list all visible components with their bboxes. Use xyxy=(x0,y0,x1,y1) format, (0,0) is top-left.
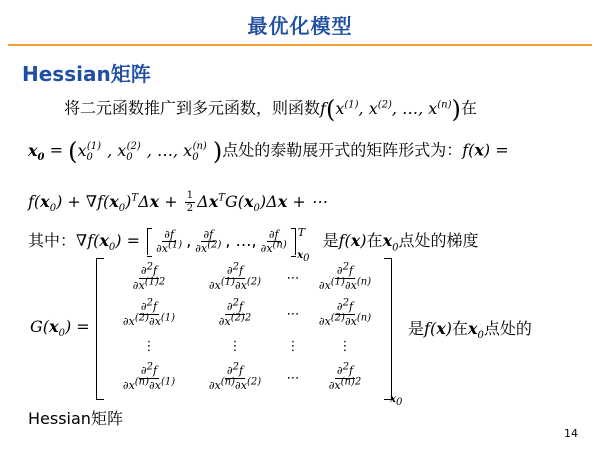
intro-line xyxy=(64,96,477,122)
matrix-cell: $\frac{\partial^2f}{\partial x^{(2)}\partial x^{(1)}}$ xyxy=(122,297,176,328)
hessian-symbol: $G(x_0)$ = xyxy=(30,317,90,340)
gradient-desc-c: 点处的梯度 xyxy=(398,231,479,251)
matrix-ddots: ⋮ xyxy=(286,338,300,354)
matrix-vdots: ⋮ xyxy=(228,338,242,354)
intro-text: 将二元函数推广到多元函数，则函数 xyxy=(64,98,321,118)
matrix-vdots: ⋮ xyxy=(142,338,156,354)
point-components: ($x_0^{(1)}$ , $x_0^{(2)}$ , …, $x_0^{(n)}$ ) xyxy=(68,137,223,165)
matrix-cell: $\frac{\partial^2f}{\partial x^{(n)}\partial x^{(2)}}$ xyxy=(208,361,262,392)
hessian-description: 是f(x)在$x_0$点处的 xyxy=(408,319,532,342)
gradient-desc-b: 在 xyxy=(366,231,383,251)
half-fraction: $\frac{1}{2}$ xyxy=(186,190,194,214)
taylor-formula: $f(x_0) + \nabla f(x_0)^T\Delta x$ + $\frac{1}{2}$ $\Delta x^TG(x_0)\Delta x$ + ⋯ xyxy=(28,190,327,215)
taylor-description: 点处的泰勒展开式的矩阵形式为： xyxy=(222,140,463,160)
gradient-vector: $\frac{\partial f}{\partial x^{(1)}}$ , $\frac{\partial f}{\partial x^{(2)}}$ , …, $\frac{\partial f}{\partial x^{(n)}}$ xyxy=(147,228,296,255)
matrix-hdots: ⋯ xyxy=(286,370,300,386)
matrix-left-bracket xyxy=(96,258,104,400)
matrix-hdots: ⋯ xyxy=(286,270,300,286)
slide-title: 最优化模型 xyxy=(247,14,353,38)
intro-suffix: 在 xyxy=(460,98,477,118)
closing-label: Hessian矩阵 xyxy=(28,409,123,428)
section-heading: Hessian矩阵 xyxy=(22,62,151,86)
matrix-cell: $\frac{\partial^2f}{\partial x^{(1)}\partial x^{(2)}}$ xyxy=(208,261,262,292)
matrix-subscript: $x_0$ xyxy=(390,394,403,408)
matrix-cell: $\frac{\partial^2f}{\partial x^{(2)2}}$ xyxy=(218,297,252,328)
gradient-symbol: $\nabla f(x_0)$ = xyxy=(76,231,146,254)
page-number: 14 xyxy=(564,427,578,440)
matrix-vdots: ⋮ xyxy=(338,338,352,354)
matrix-cell: $\frac{\partial^2f}{\partial x^{(1)2}}$ xyxy=(132,261,166,292)
matrix-hdots: ⋯ xyxy=(286,306,300,322)
hessian-matrix xyxy=(96,258,392,398)
matrix-cell: $\frac{\partial^2f}{\partial x^{(2)}\partial x^{(n)}}$ xyxy=(318,297,372,328)
point-x0: $x_0$ xyxy=(28,140,45,163)
gradient-line: 其中：$\nabla f(x_0)$ = $\frac{\partial f}{\partial x^{(1)}}$ , $\frac{\partial f}{\partial x^{(2)}}$ , …, $\frac{\partial f}{\partial x^{(n)}}$ $^T_{x_0}$ 是f(x)在$x_0$点处的梯度 xyxy=(28,226,479,265)
matrix-cell: $\frac{\partial^2f}{\partial x^{(n)2}}$ xyxy=(328,361,362,392)
expansion-point-line: $x_0 = (x_0^{(1)}$ , $x_0^{(2)}$ , …, $x_0^{(n)}$ )点处的泰勒展开式的矩阵形式为：f(x) = xyxy=(28,137,509,165)
gradient-prefix: 其中： xyxy=(28,231,77,251)
function-fx: f(x) = xyxy=(462,140,509,160)
matrix-cell: $\frac{\partial^2f}{\partial x^{(1)}\partial x^{(n)}}$ xyxy=(318,261,372,292)
gradient-desc-a: 是 xyxy=(322,231,339,251)
matrix-right-bracket xyxy=(384,258,392,400)
matrix-cell: $\frac{\partial^2f}{\partial x^{(n)}\partial x^{(1)}}$ xyxy=(122,361,176,392)
title-divider xyxy=(8,44,592,46)
function-expression: $f(x^{(1)}$, $x^{(2)}$, …, $x^{(n)}$) xyxy=(320,95,461,123)
